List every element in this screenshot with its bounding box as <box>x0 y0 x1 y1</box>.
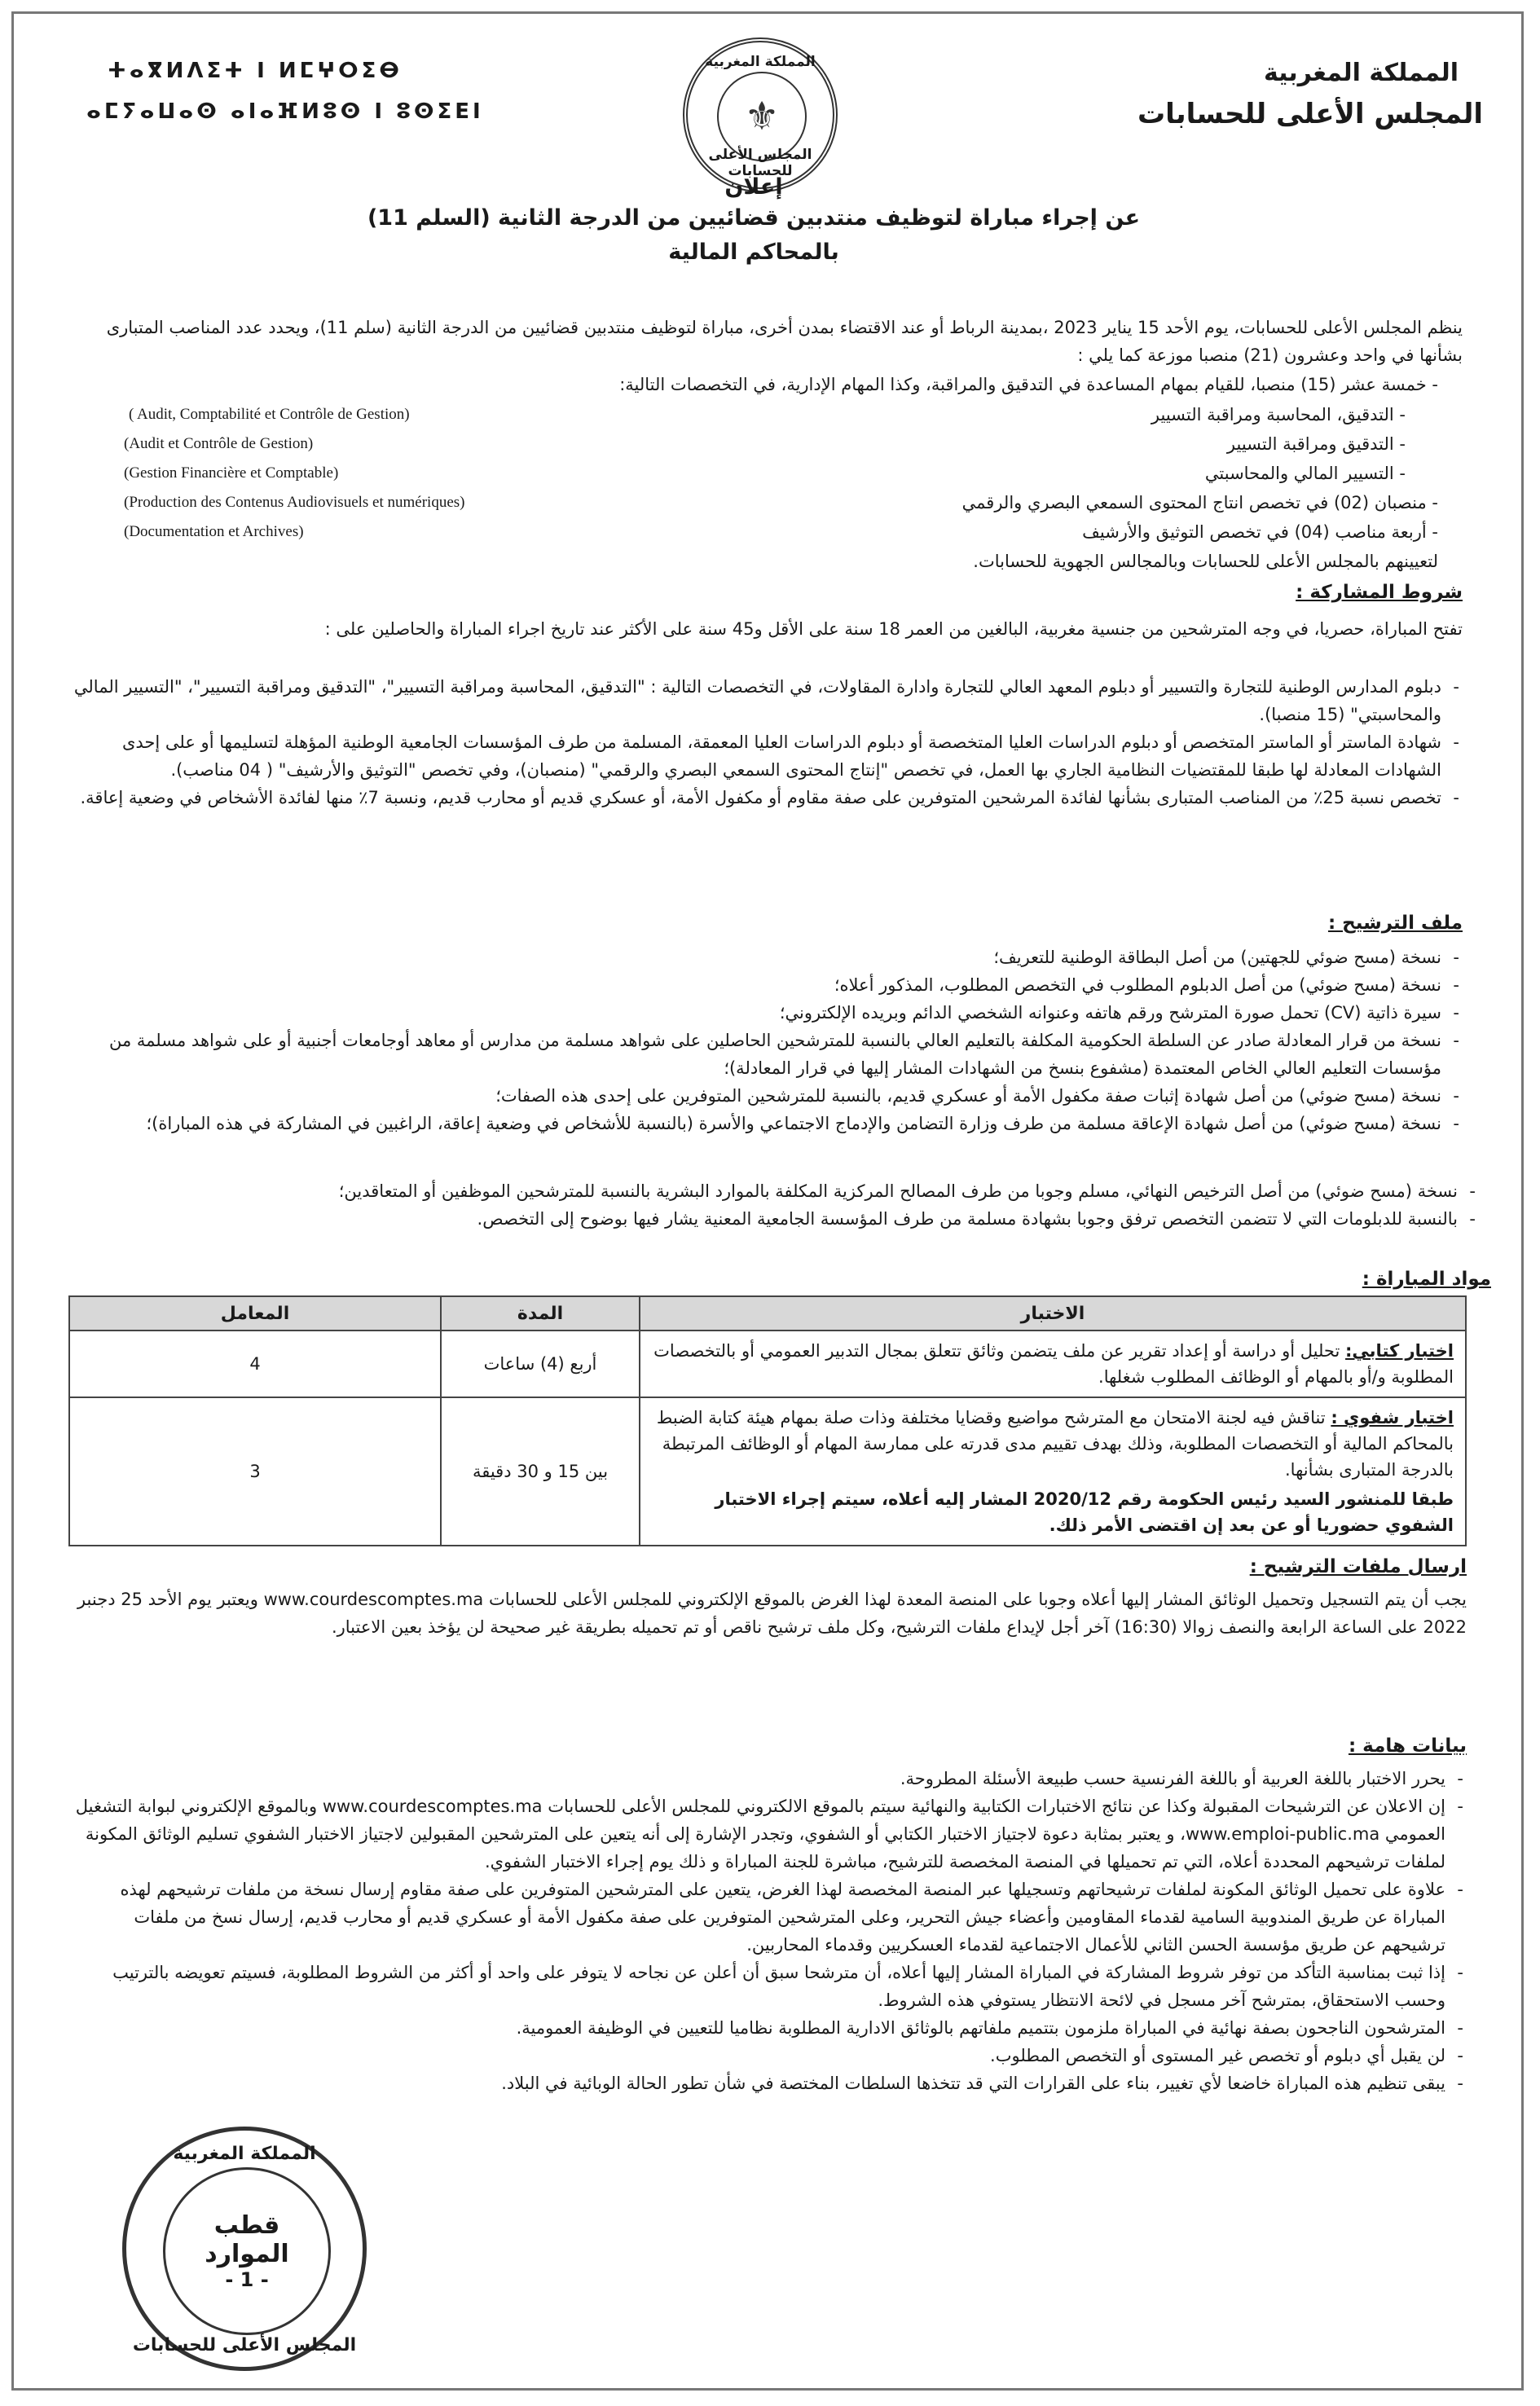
written-duration: أربع (4) ساعات <box>441 1331 640 1397</box>
posts-item-1-fr: ( Audit, Comptabilité et Contrôle de Gestion) <box>129 406 410 423</box>
col-coef-header: المعامل <box>69 1296 441 1331</box>
posts-item-0: - خمسة عشر (15) منصبا، للقيام بمهام المساعدة في التدقيق والمراقبة، وكذا المهام الإدارية، في التخصصات التالية: <box>619 375 1438 394</box>
notes-heading: بيانات هامة : <box>1348 1735 1467 1757</box>
conditions-item: - شهادة الماستر أو الماستر المتخصص أو دبلوم الدراسات العليا المتخصصة أو دبلوم الدراسات العليا المعمقة، المسلمة من طرف المؤسسات الجامعية الوطنية المؤهلة لتسليمها أو على إحدى الشهادات المعادلة لها طبقا للمقتضيات النظامية الجاري بها العمل، في تخصص "إنتاج المحتوى السمعي البصري والرقمي" (منصبان)، وفي تخصص "التوثيق والأرشيف" ( 04 مناصب). <box>73 728 1441 784</box>
oral-coefficient: 3 <box>69 1397 441 1546</box>
posts-item-1-ar: - التدقيق، المحاسبة ومراقبة التسيير <box>1151 405 1406 424</box>
file-item: - بالنسبة للدبلومات التي لا تتضمن التخصص ترفق وجوبا بشهادة مسلمة من طرف المؤسسة الجامعية المعنية يشار فيها بوضوح إلى التخصص. <box>65 1205 1458 1233</box>
posts-item-2-fr: (Audit et Contrôle de Gestion) <box>124 435 314 452</box>
posts-item-5-ar: - أربعة مناصب (04) في تخصص التوثيق والأرشيف <box>1082 522 1438 542</box>
header-tifinagh-kingdom: ⵜⴰⴳⵍⴷⵉⵜ ⵏ ⵍⵎⵖⵔⵉⴱ <box>108 59 403 83</box>
notes-item: - إذا ثبت بمناسبة التأكد من توفر شروط المشاركة في المباراة المشار إليها أعلاه، أن مترشحا سبق أن أعلن عن نجاحه لا يتوفر على واحد أو أكثر من الشروط المطلوبة، فسيتم تعويضه بالترتيب وحسب الاستحقاق، بمترشح آخر مسجل في لائحة الانتظار يستوفي هذه الشروط. <box>73 1959 1445 2014</box>
posts-item-5-fr: (Documentation et Archives) <box>124 523 304 540</box>
stamp-bottom-text: المجلس الأعلى للحسابات <box>132 2335 357 2355</box>
seal-top-text: المملكة المغربية <box>705 54 816 70</box>
oral-duration: بين 15 و 30 دقيقة <box>441 1397 640 1546</box>
file-item: - نسخة (مسح ضوئي) من أصل شهادة الإعاقة مسلمة من طرف وزارة التضامن والإدماج الاجتماعي والأسرة (بالنسبة للأشخاص في وضعية إعاقة، الراغبين في المشاركة في هذه المباراة)؛ <box>73 1110 1441 1137</box>
posts-footer: لتعيينهم بالمجلس الأعلى للحسابات وبالمجالس الجهوية للحسابات. <box>973 552 1438 571</box>
posts-item-3-fr: (Gestion Financière et Comptable) <box>124 464 339 482</box>
header-kingdom: المملكة المغربية <box>1263 59 1459 87</box>
posts-item-3-ar: - التسيير المالي والمحاسبتي <box>1204 464 1406 483</box>
table-row <box>69 1331 1466 1397</box>
written-exam-cell: اختبار كتابي: تحليل أو دراسة أو إعداد تقرير عن ملف يتضمن وثائق تتعلق بمجال التدبير العمومي أو بالتخصصات المطلوبة و/أو بالمهام أو الوظائف المطلوب شغلها. <box>640 1331 1466 1397</box>
file-list <box>73 943 1463 1137</box>
exam-table <box>68 1295 1467 1546</box>
file-item: - نسخة (مسح ضوئي) من أصل الدبلوم المطلوب في التخصص المطلوب، المذكور أعلاه؛ <box>73 971 1441 999</box>
table-row <box>69 1397 1466 1546</box>
coat-of-arms-icon: ⚜ <box>717 72 807 161</box>
posts-item-4-fr: (Production des Contenus Audiovisuels et numériques) <box>124 494 465 511</box>
court-seal <box>683 37 838 192</box>
notes-item: - علاوة على تحميل الوثائق المكونة لملفات ترشيحاتهم وتسجيلها عبر المنصة المخصصة لهذا الغرض، يتعين على المترشحين المتوفرين على صفة مقاوم إرسال نسخة من ملفات ترشيحهم لهذه المباراة عن طريق المندوبية السامية لقدماء المقاومين وأعضاء جيش التحرير، وعلى المترشحين المتوفرين على صفة مكفول الأمة أو عسكري قديم أو محارب قديم، إرسال نسخ من ملفات ترشيحهم عن طريق مؤسسة الحسن الثاني للأعمال الاجتماعية لقدماء العسكريين وقدماء المحاربين. <box>73 1876 1445 1959</box>
posts-item-4-ar: - منصبان (02) في تخصص انتاج المحتوى السمعي البصري والرقمي <box>961 493 1438 512</box>
conditions-intro: تفتح المباراة، حصريا، في وجه المترشحين من جنسية مغربية، البالغين من العمر 18 سنة على الأقل و45 سنة على الأكثر عند تاريخ اجراء المباراة والحاصلين على : <box>324 619 1463 639</box>
conditions-heading: شروط المشاركة : <box>1296 582 1463 603</box>
col-duration-header: المدة <box>441 1296 640 1331</box>
posts-item-5 <box>73 518 1438 546</box>
conditions-item: - دبلوم المدارس الوطنية للتجارة والتسيير أو دبلوم المعهد العالي للتجارة وادارة المقاولات، في التخصصات التالية : "التدقيق، المحاسبة ومراقبة التسيير"، "التدقيق ومراقبة التسيير"، "التسيير المالي والمحاسبتي" (15 منصبا). <box>73 673 1441 728</box>
notes-list <box>73 1765 1467 2097</box>
posts-item-1 <box>73 401 1438 429</box>
file-item: - سيرة ذاتية (CV) تحمل صورة المترشح ورقم هاتفه وعنوانه الشخصي الدائم وبريده الإلكتروني؛ <box>73 999 1441 1027</box>
seal-bottom-text: المجلس الأعلى للحسابات <box>708 147 812 179</box>
notes-item: - المترشحون الناجحون بصفة نهائية في المباراة ملزمون بتتميم ملفاتهم بالوثائق الادارية المطلوبة نظاميا للتعيين في الوظيفة العمومية. <box>73 2014 1445 2042</box>
announcement-subtitle: عن إجراء مباراة لتوظيف منتدبين قضائيين من الدرجة الثانية (السلم 11) <box>367 205 1141 231</box>
notes-item: - لن يقبل أي دبلوم أو تخصص غير المستوى أو التخصص المطلوب. <box>73 2042 1445 2070</box>
stamp-number: - 1 - <box>225 2268 269 2291</box>
header-court: المجلس الأعلى للحسابات <box>1137 98 1483 130</box>
posts-item-4 <box>73 489 1438 517</box>
conditions-item: - تخصص نسبة 25٪ من المناصب المتبارى بشأنها لفائدة المرشحين المتوفرين على صفة مقاوم أو مكفول الأمة، أو عسكري قديم أو محارب قديم، ونسبة 7٪ منها لفائدة الأشخاص في وضعية إعاقة. <box>73 784 1441 812</box>
file-item: - نسخة (مسح ضوئي) من أصل الترخيص النهائي، مسلم وجوبا من طرف المصالح المركزية المكلفة بالموارد البشرية بالنسبة للمترشحين الموظفين أو المتعاقدين؛ <box>65 1177 1458 1205</box>
file-list-2 <box>65 1177 1479 1233</box>
col-exam-header: الاختبار <box>640 1296 1466 1331</box>
stamp-center <box>163 2167 331 2335</box>
announcement-subtitle-2: بالمحاكم المالية <box>668 240 839 265</box>
announcement-title: إعلان <box>724 174 783 200</box>
header-tifinagh-court: ⴰⵎⵢⴰⵡⴰⵙ ⴰⵏⴰⴼⵍⵓⵙ ⵏ ⵓⵙⵉⴹⵏ <box>86 99 484 124</box>
posts-item-2-ar: - التدقيق ومراقبة التسيير <box>1226 434 1406 454</box>
stamp-line1: قطب <box>213 2211 280 2240</box>
file-item: - نسخة من قرار المعادلة صادر عن السلطة الحكومية المكلفة بالتعليم العالي بالنسبة للمترشحين الحاصلين على شواهد مسلمة من مدارس أو معاهد أوجامعات أجنبية أو على شواهد مسلمة من مؤسسات التعليم العالي الخاص المعتمدة (مشفوع بنسخ من الشهادات المشار إليها في قرار المعادلة)؛ <box>73 1027 1441 1082</box>
posts-item-2 <box>73 430 1438 458</box>
written-coefficient: 4 <box>69 1331 441 1397</box>
resources-stamp <box>122 2127 367 2371</box>
stamp-top-text: المملكة المغربية <box>173 2144 316 2164</box>
file-item: - نسخة (مسح ضوئي) من أصل شهادة إثبات صفة مكفول الأمة أو عسكري قديم، بالنسبة للمترشحين المتوفرين على إحدى هذه الصفات؛ <box>73 1082 1441 1110</box>
file-heading: ملف الترشيح : <box>1327 913 1463 934</box>
posts-item-3 <box>73 460 1438 487</box>
conditions-list <box>73 673 1463 812</box>
intro-paragraph: ينظم المجلس الأعلى للحسابات، يوم الأحد 15 يناير 2023 ،بمدينة الرباط أو عند الاقتضاء بمدن أخرى، مباراة لتوظيف منتدبين قضائيين من الدرجة الثانية (سلم 11)، ويحدد عدد المناصب المتبارى بشأنها في واحد وعشرون (21) منصبا موزعة كما يلي : <box>106 318 1463 365</box>
stamp-line2: الموارد <box>205 2240 289 2268</box>
notes-item: - يحرر الاختبار باللغة العربية أو باللغة الفرنسية حسب طبيعة الأسئلة المطروحة. <box>73 1765 1445 1792</box>
subjects-heading: مواد المباراة : <box>1362 1269 1491 1290</box>
notes-item: - إن الاعلان عن الترشيحات المقبولة وكذا عن نتائج الاختبارات الكتابية والنهائية سيتم بالموقع الالكتروني للمجلس الأعلى للحسابات www.courdescomptes.ma وبالموقع الإلكتروني لبوابة التشغيل العمومي www.emploi-public.ma، و يعتبر بمثابة دعوة لاجتياز الاختبار الكتابي أو الشفوي، وتجدر الإشارة إلى أنه يتعين على المترشحين المقبولين لاجتياز الاختبار الشفوي تسليم الوثائق المكونة لملفات ترشيحهم المحددة أعلاه، التي تم تحميلها في المنصة المخصصة للترشيح، مباشرة للجنة المباراة و ذلك يوم إجراء الاختبار الشفوي. <box>73 1792 1445 1876</box>
send-heading: ارسال ملفات الترشيح : <box>1249 1556 1467 1577</box>
file-item: - نسخة (مسح ضوئي للجهتين) من أصل البطاقة الوطنية للتعريف؛ <box>73 943 1441 971</box>
notes-item: - يبقى تنظيم هذه المباراة خاضعا لأي تغيير، بناء على القرارات التي قد تتخذها السلطات المختصة في شأن تطور الحالة الوبائية في البلاد. <box>73 2070 1445 2097</box>
send-paragraph: يجب أن يتم التسجيل وتحميل الوثائق المشار إليها أعلاه وجوبا على المنصة المعدة لهذا الغرض بالموقع الإلكتروني للمجلس الأعلى للحسابات www.courdescomptes.ma ويعتبر يوم الأحد 25 دجنبر 2022 على الساعة الرابعة والنصف زوالا (16:30) آخر أجل لإيداع ملفات الترشيح، وكل ملف ترشيح ناقص أو تم تحميله بطريقة غير صحيحة لن يؤخذ بعين الاعتبار. <box>77 1590 1467 1637</box>
oral-exam-cell: اختبار شفوي : تناقش فيه لجنة الامتحان مع المترشح مواضيع وقضايا مختلفة وذات صلة بمهام هيئة كتابة الضبط بالمحاكم المالية أو التخصصات المطلوبة، وذلك بهدف تقييم مدى قدرته على ممارسة المهام أو الوظائف المرتبطة بالدرجة المتبارى بشأنها. طبقا للمنشور السيد رئيس الحكومة رقم 2020/12 المشار إليه أعلاه، سيتم إجراء الاختبار الشفوي حضوريا أو عن بعد إن اقتضى الأمر ذلك. <box>640 1397 1466 1546</box>
